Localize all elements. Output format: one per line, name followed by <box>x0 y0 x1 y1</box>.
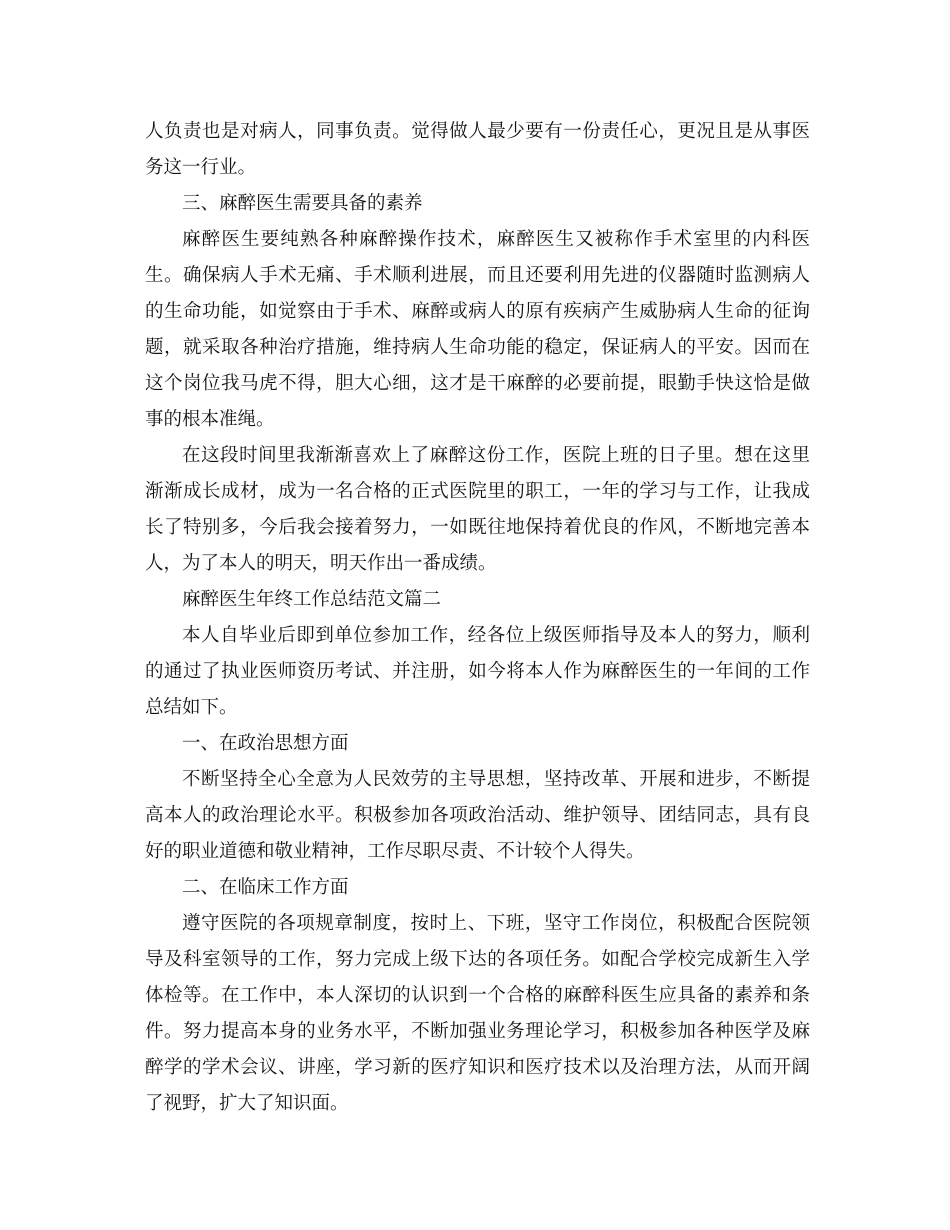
section-heading-clinical: 二、在临床工作方面 <box>182 877 349 898</box>
paragraph-qualities: 麻醉医生要纯熟各种麻醉操作技术，麻醉医生又被称作手术室里的内科医生。确保病人手术无痛、手术顺利进展，而且还要利用先进的仪器随时监测病人的生命功能，如觉察由于手术、麻醉或病人的原有疾病产生威胁病人生命的征询题，就采取各种治疗措施，维持病人生命功能的稳定，保证病人的平安。因而在这个岗位我马虎不得，胆大心细，这才是干麻醉的必要前提，眼勤手快这恰是做事的根本准绳。 <box>145 229 810 430</box>
paragraph-continuation: 人负责也是对病人，同事负责。觉得做人最少要有一份责任心，更况且是从事医务这一行业。 <box>145 121 810 178</box>
section-heading-political: 一、在政治思想方面 <box>182 733 349 754</box>
paragraph-clinical: 遵守医院的各项规章制度，按时上、下班，坚守工作岗位，积极配合医院领导及科室领导的工作，努力完成上级下达的各项任务。如配合学校完成新生入学体检等。在工作中，本人深切的认识到一个合格的麻醉科医生应具备的素养和条件。努力提高本身的业务水平，不断加强业务理论学习，积极参加各种医学及麻醉学的学术会议、讲座，学习新的医疗知识和医疗技术以及治理方法，从而开阔了视野，扩大了知识面。 <box>145 913 810 1114</box>
paragraph-political: 不断坚持全心全意为人民效劳的主导思想，坚持改革、开展和进步，不断提高本人的政治理论水平。积极参加各项政治活动、维护领导、团结同志，具有良好的职业道德和敬业精神，工作尽职尽责、不计较个人得失。 <box>145 769 810 862</box>
document-body <box>145 114 810 1122</box>
section-heading-qualities: 三、麻醉医生需要具备的素养 <box>182 193 423 214</box>
paragraph-intro: 本人自毕业后即到单位参加工作，经各位上级医师指导及本人的努力，顺利的通过了执业医师资历考试、并注册，如今将本人作为麻醉医生的一年间的工作总结如下。 <box>145 625 810 718</box>
article-title-part-two: 麻醉医生年终工作总结范文篇二 <box>182 589 442 610</box>
paragraph-growth: 在这段时间里我渐渐喜欢上了麻醉这份工作，医院上班的日子里。想在这里渐渐成长成材，成为一名合格的正式医院里的职工，一年的学习与工作，让我成长了特别多，今后我会接着努力，一如既往地保持着优良的作风，不断地完善本人，为了本人的明天，明天作出一番成绩。 <box>145 445 810 574</box>
